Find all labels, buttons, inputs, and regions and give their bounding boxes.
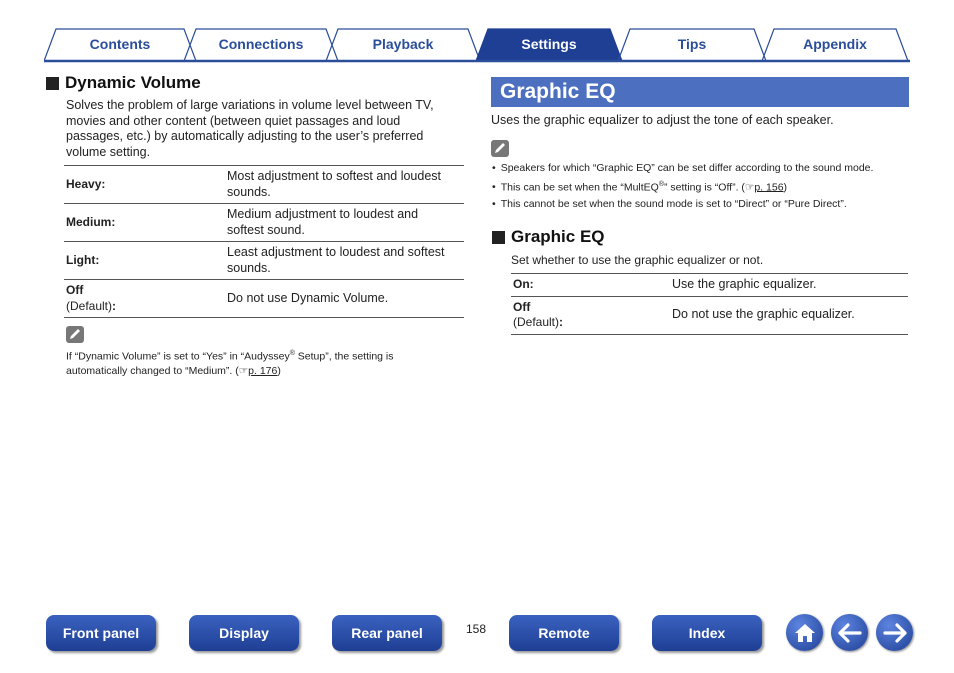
note-pencil-icon bbox=[491, 140, 509, 157]
list-item: • Speakers for which “Graphic EQ” can be set differ according to the sound mode. bbox=[492, 160, 873, 177]
home-icon[interactable] bbox=[786, 614, 823, 651]
rear-panel-button[interactable]: Rear panel bbox=[332, 615, 442, 651]
forward-arrow-icon[interactable] bbox=[876, 614, 913, 651]
table-row: Medium: Medium adjustment to loudest and softest sound. bbox=[64, 204, 464, 242]
graphic-eq-sub-intro: Set whether to use the graphic equalizer or not. bbox=[511, 253, 764, 267]
tab-settings[interactable]: Settings bbox=[521, 35, 577, 52]
front-panel-button[interactable]: Front panel bbox=[46, 615, 156, 651]
graphic-eq-notes bbox=[492, 160, 873, 212]
list-item: • This can be set when the “MultEQ®” setting is “Off”. (☞p. 156) bbox=[492, 177, 873, 196]
table-row: On: Use the graphic equalizer. bbox=[511, 274, 908, 297]
graphic-eq-banner: Graphic EQ bbox=[491, 77, 909, 107]
tab-connections[interactable]: Connections bbox=[218, 35, 304, 52]
tab-playback[interactable]: Playback bbox=[372, 35, 434, 52]
dynamic-volume-note: If “Dynamic Volume” is set to “Yes” in “Audyssey® Setup”, the setting is automatically changed to “Medium”. (☞p. 176) bbox=[66, 350, 394, 377]
top-tab-bar bbox=[44, 27, 908, 62]
graphic-eq-options-table bbox=[511, 273, 908, 335]
page-reference-link[interactable]: p. 156 bbox=[754, 181, 784, 193]
dynamic-volume-description: Solves the problem of large variations in volume level between TV, movies and other content (between quiet passages and loud passages, etc.) by automatically adjusting to the user’s preferred volume setting. bbox=[66, 98, 434, 159]
display-button[interactable]: Display bbox=[189, 615, 299, 651]
table-row: Heavy: Most adjustment to softest and loudest sounds. bbox=[64, 166, 464, 204]
page-ref-icon: ☞ bbox=[744, 181, 755, 193]
tab-tips[interactable]: Tips bbox=[677, 35, 707, 52]
page-reference-link[interactable]: p. 176 bbox=[248, 364, 278, 377]
list-item: • This cannot be set when the sound mode is set to “Direct” or “Pure Direct”. bbox=[492, 196, 873, 213]
table-row: Off (Default): Do not use Dynamic Volume. bbox=[64, 280, 464, 318]
note-pencil-icon bbox=[66, 326, 84, 343]
remote-button[interactable]: Remote bbox=[509, 615, 619, 651]
graphic-eq-intro: Uses the graphic equalizer to adjust the tone of each speaker. bbox=[491, 113, 834, 127]
index-button[interactable]: Index bbox=[652, 615, 762, 651]
heading-square-icon bbox=[492, 231, 505, 244]
page-number: 158 bbox=[466, 622, 487, 636]
dynamic-volume-heading: Dynamic Volume bbox=[46, 73, 201, 93]
table-row: Light: Least adjustment to loudest and softest sounds. bbox=[64, 242, 464, 280]
back-arrow-icon[interactable] bbox=[831, 614, 868, 651]
graphic-eq-heading: Graphic EQ bbox=[492, 227, 605, 247]
heading-square-icon bbox=[46, 77, 59, 90]
page-ref-icon: ☞ bbox=[238, 364, 249, 377]
dynamic-volume-options-table bbox=[64, 165, 464, 318]
table-row: Off (Default): Do not use the graphic equalizer. bbox=[511, 296, 908, 334]
tab-appendix[interactable]: Appendix bbox=[803, 35, 867, 52]
tab-contents[interactable]: Contents bbox=[89, 35, 151, 52]
